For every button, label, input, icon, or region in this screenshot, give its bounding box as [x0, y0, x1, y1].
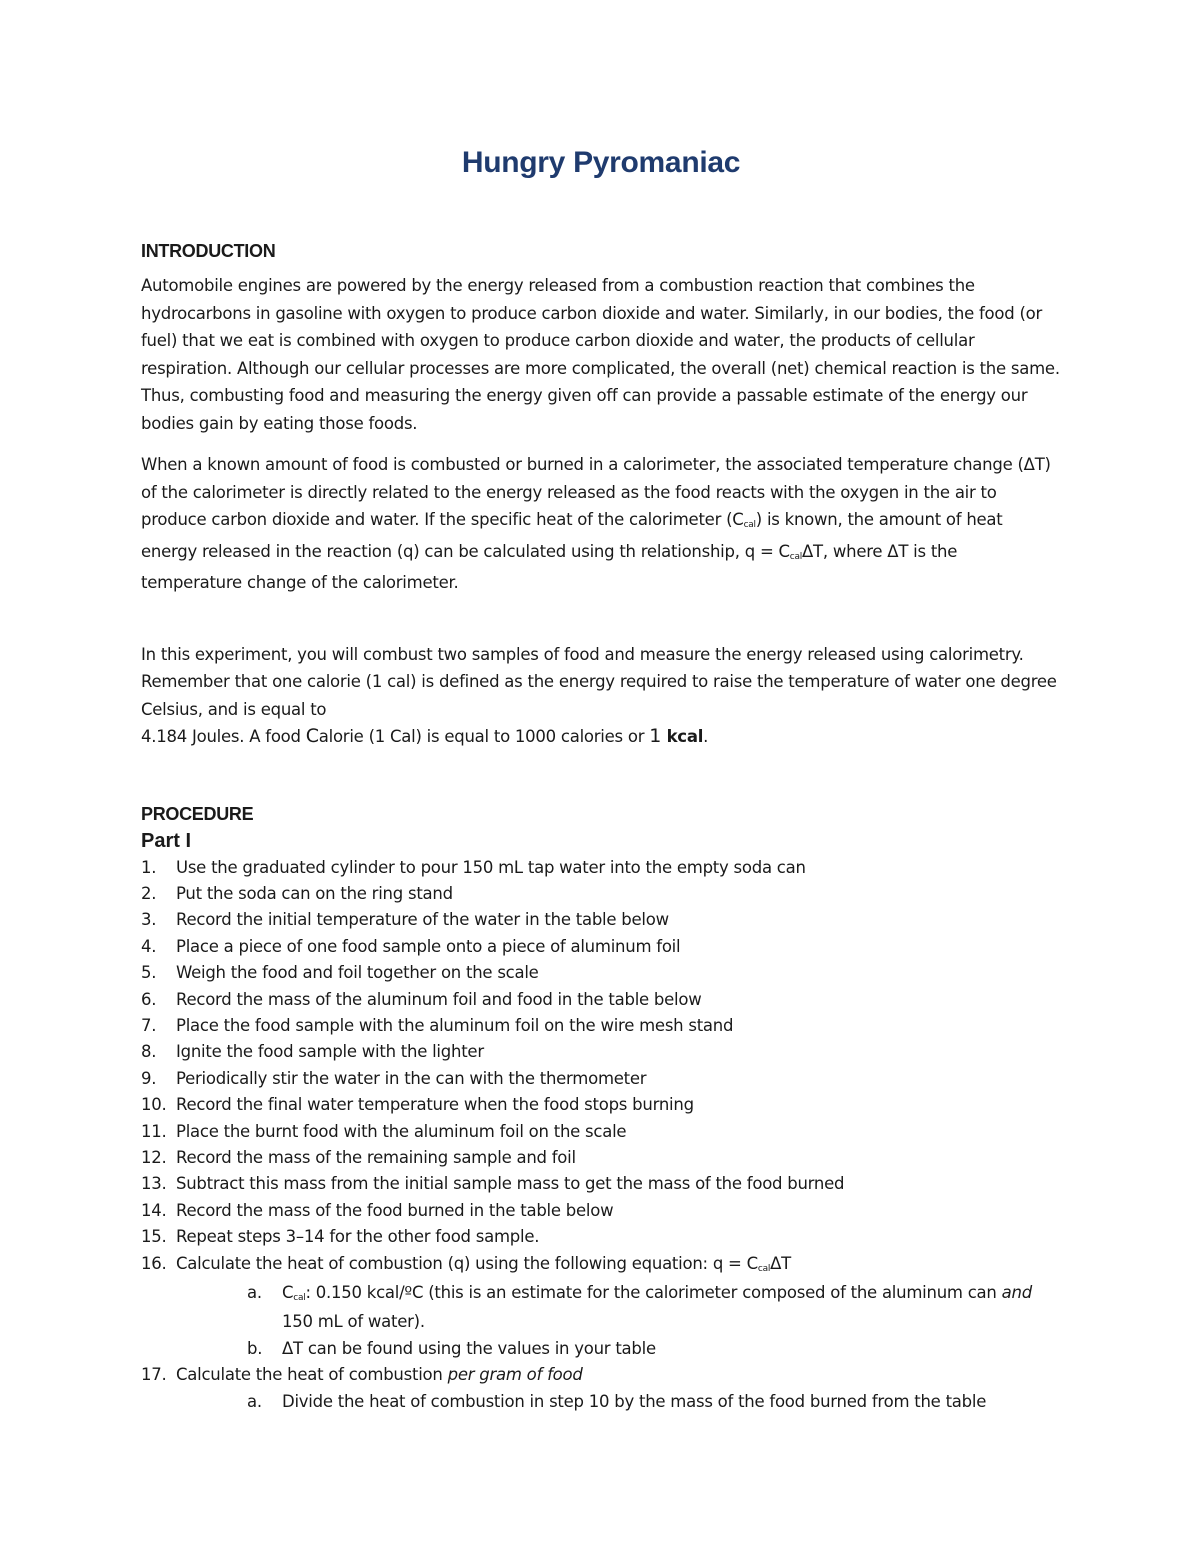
- list-item: [141, 881, 1061, 907]
- list-item: [141, 1171, 1061, 1197]
- list-item: [141, 1039, 1061, 1065]
- step-text: Weigh the food and foil together on the scale: [176, 963, 539, 983]
- step-number: 7.: [141, 1015, 157, 1035]
- subscript-cal: cal: [789, 551, 803, 562]
- text-run: Calculate the heat of combustion: [176, 1365, 448, 1385]
- text-run: In this experiment, you will combust two samples of food and measure the energy released using calorimetry. Remember that one calorie (1 cal) is defined as the energy required to raise the temperature of water one degree Celsius, and is equal to: [141, 644, 1057, 719]
- text-run: ΔT can be found using the values in your table: [282, 1338, 656, 1358]
- step-number: 1.: [141, 857, 157, 877]
- list-item: [141, 1092, 1061, 1118]
- procedure-steps-list: [141, 855, 1061, 1251]
- italic-text: and: [1001, 1283, 1032, 1302]
- list-item: [141, 1251, 1061, 1280]
- list-item: [141, 1119, 1061, 1145]
- step-text: Periodically stir the water in the can with the thermometer: [176, 1068, 647, 1088]
- step-text: Subtract this mass from the initial sample mass to get the mass of the food burned: [176, 1174, 845, 1194]
- kcal-bold: kcal: [661, 727, 704, 746]
- text-run: C: [305, 725, 319, 747]
- step-number: 15.: [141, 1227, 167, 1247]
- list-item: [141, 960, 1061, 986]
- step-text: Use the graduated cylinder to pour 150 mL tap water into the empty soda can: [176, 857, 806, 877]
- text-run: 150 mL of water).: [282, 1312, 425, 1332]
- step-text: Put the soda can on the ring stand: [176, 883, 453, 903]
- step-number: 13.: [141, 1174, 167, 1194]
- step-number: 3.: [141, 910, 157, 930]
- list-item: [141, 987, 1061, 1013]
- text-run: alorie (1 Cal) is equal to 1000 calories or: [318, 727, 650, 746]
- text-run: 4.184 Joules. A food: [141, 727, 306, 746]
- list-item: [141, 855, 1061, 881]
- step-number: 5.: [141, 963, 157, 983]
- sub-item-letter: a.: [247, 1391, 262, 1411]
- step-text: Repeat steps 3–14 for the other food sample.: [176, 1227, 540, 1247]
- sub-item-letter: b.: [247, 1338, 263, 1358]
- list-item: [141, 1066, 1061, 1092]
- list-item: [141, 1013, 1061, 1039]
- step-number: 4.: [141, 936, 157, 956]
- text-run: Divide the heat of combustion in step 10 by the mass of the food burned from the table: [282, 1391, 987, 1411]
- step-number: 9.: [141, 1068, 157, 1088]
- sub-list-item: [141, 1280, 1061, 1336]
- part-heading: Part I: [141, 829, 192, 852]
- step-text: Record the mass of the remaining sample and foil: [176, 1147, 576, 1167]
- subscript-cal: cal: [757, 1263, 771, 1274]
- step-number: 6.: [141, 989, 157, 1009]
- step-number: 10.: [141, 1095, 167, 1115]
- list-item: [141, 934, 1061, 960]
- document-title: Hungry Pyromaniac: [461, 146, 741, 179]
- step-number: 2.: [141, 883, 157, 903]
- introduction-heading: INTRODUCTION: [141, 241, 276, 261]
- text-run: 1: [649, 725, 662, 747]
- procedure-steps-extra: [141, 1251, 1061, 1280]
- subscript-cal: cal: [293, 1293, 306, 1303]
- list-item: [141, 1145, 1061, 1171]
- text-run: ΔT: [770, 1253, 791, 1273]
- sub-list-item: [141, 1389, 1061, 1415]
- step-text: Ignite the food sample with the lighter: [176, 1042, 484, 1062]
- list-item: [141, 1224, 1061, 1250]
- document-page: [141, 140, 1061, 1415]
- text-run: ) is known, the amount of heat energy released in the reaction (q) can be calculated using th relationship, q = C: [141, 510, 1003, 561]
- sub-item-letter: a.: [247, 1283, 262, 1302]
- list-item: [141, 907, 1061, 933]
- list-item: [141, 1362, 1061, 1388]
- sub-list-item: [141, 1336, 1061, 1362]
- step-number: 8.: [141, 1042, 157, 1062]
- subscript-cal: cal: [743, 520, 756, 530]
- step-number: 12.: [141, 1147, 167, 1167]
- step-text: Record the initial temperature of the water in the table below: [176, 910, 669, 930]
- step-text: Place the food sample with the aluminum foil on the wire mesh stand: [176, 1015, 734, 1035]
- step-number: 14.: [141, 1200, 167, 1220]
- text-run: .: [703, 727, 709, 746]
- text-run: : 0.150 kcal/ºC (this is an estimate for the calorimeter composed of the aluminum can: [305, 1283, 1002, 1302]
- step-number: 11.: [141, 1121, 167, 1141]
- step-text: Place a piece of one food sample onto a piece of aluminum foil: [176, 936, 681, 956]
- text-run: When a known amount of food is combusted or burned in a calorimeter, the associated temperature change (ΔT) of the calorimeter is directly related to the energy released as the food reacts with the oxygen in the air to produce carbon dioxide and water. If the specific heat of the calorimeter (C: [141, 455, 1051, 529]
- step-text: Record the mass of the food burned in the table below: [176, 1200, 614, 1220]
- step-text: Record the final water temperature when the food stops burning: [176, 1095, 694, 1115]
- step-text: Record the mass of the aluminum foil and food in the table below: [176, 989, 702, 1009]
- procedure-heading: PROCEDURE: [141, 803, 254, 824]
- step-number: 16.: [141, 1253, 167, 1273]
- text-run: C: [282, 1283, 294, 1302]
- step-number: 17.: [141, 1365, 167, 1385]
- text-run: ΔT, where ΔT is the temperature change of the calorimeter.: [141, 541, 958, 592]
- list-item: [141, 1198, 1061, 1224]
- intro-paragraph-2: [141, 451, 1061, 597]
- text-run: Calculate the heat of combustion (q) using the following equation: q = C: [176, 1253, 758, 1273]
- italic-text: per gram of food: [447, 1365, 583, 1385]
- procedure-steps-extra: [141, 1362, 1061, 1388]
- step-text: Place the burnt food with the aluminum foil on the scale: [176, 1121, 627, 1141]
- intro-paragraph-1: Automobile engines are powered by the energy released from a combustion reaction that combines the hydrocarbons in gasoline with oxygen to produce carbon dioxide and water. Similarly, in our bodies, the food (or fuel) that we eat is combined with oxygen to produce carbon dioxide and water, the products of cellular respiration. Although our cellular processes are more complicated, the overall (net) chemical reaction is the same. Thus, combusting food and measuring the energy given off can provide a passable estimate of the energy our bodies gain by eating those foods.: [141, 276, 1060, 433]
- intro-paragraph-3: [141, 641, 1061, 751]
